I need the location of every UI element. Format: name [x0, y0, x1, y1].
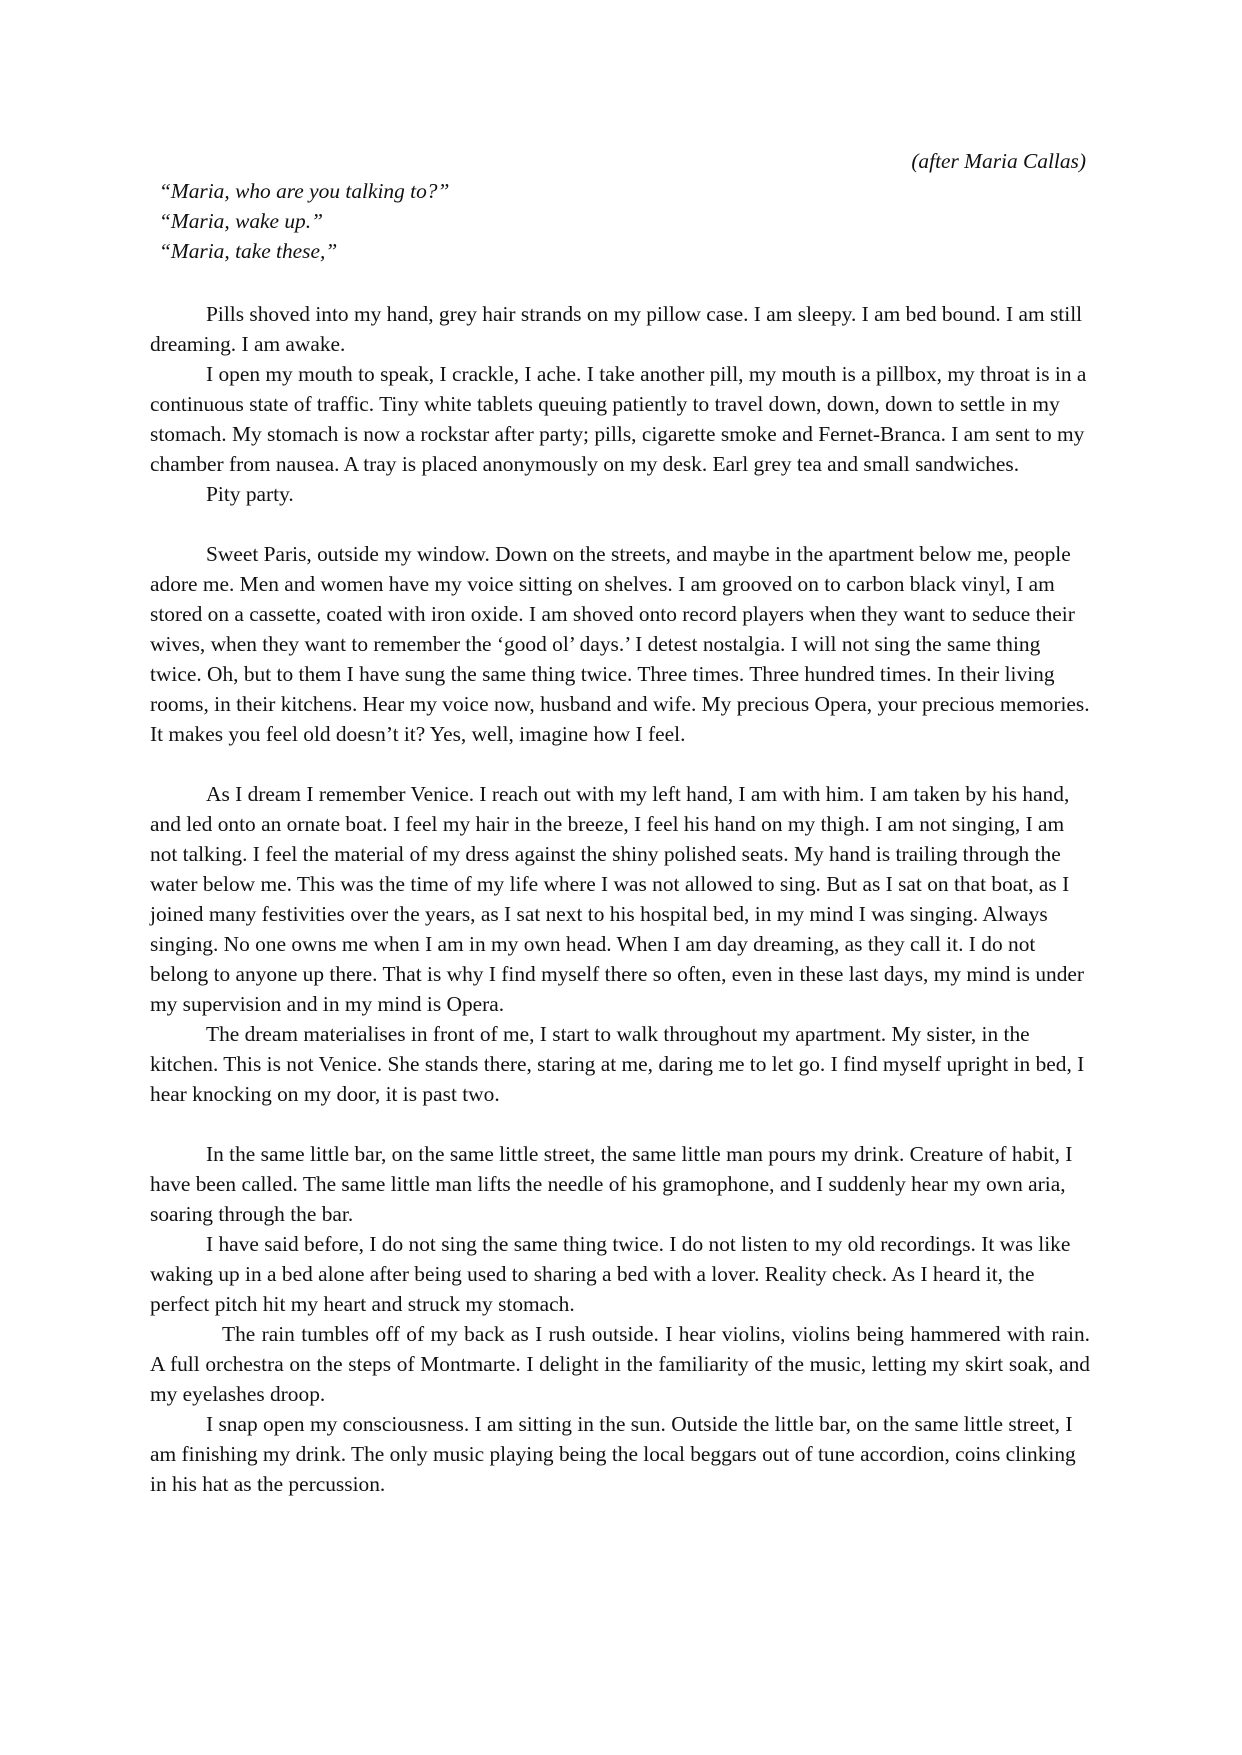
body-text	[150, 299, 1090, 1499]
paragraph: The rain tumbles off of my back as I rush outside. I hear violins, violins being hammered with rain. A full orchestra on the steps of Montmarte. I delight in the familiarity of the music, letting my skirt soak, and my eyelashes droop.	[150, 1322, 1090, 1406]
paragraph: The dream materialises in front of me, I start to walk throughout my apartment. My sister, in the kitchen. This is not Venice. She stands there, staring at me, daring me to let go. I find myself upright in bed, I hear knocking on my door, it is past two.	[150, 1022, 1085, 1106]
paragraph: I snap open my consciousness. I am sitting in the sun. Outside the little bar, on the same little street, I am finishing my drink. The only music playing being the local beggars out of tune accordion, coins clinking in his hat as the percussion.	[150, 1412, 1076, 1496]
paragraph: In the same little bar, on the same little street, the same little man pours my drink. Creature of habit, I have been called. The same little man lifts the needle of his gramophone, and I suddenly hear my own aria, soaring through the bar.	[150, 1142, 1073, 1226]
paragraph: Pills shoved into my hand, grey hair strands on my pillow case. I am sleepy. I am bed bound. I am still dreaming. I am awake.	[150, 302, 1083, 356]
paragraph: Pity party.	[206, 482, 294, 506]
paragraph: Sweet Paris, outside my window. Down on the streets, and maybe in the apartment below me, people adore me. Men and women have my voice sitting on shelves. I am grooved on to carbon black vinyl, I am stored on a cassette, coated with iron oxide. I am shoved onto record players when they want to seduce their wives, when they want to remember the ‘good ol’ days.’ I detest nostalgia. I will not sing the same thing twice. Oh, but to them I have sung the same thing twice. Three times. Three hundred times. In their living rooms, in their kitchens. Hear my voice now, husband and wife. My precious Opera, your precious memories. It makes you feel old doesn’t it? Yes, well, imagine how I feel.	[150, 542, 1090, 746]
quote-line: “Maria, who are you talking to?”	[159, 179, 450, 203]
quote-line: “Maria, wake up.”	[159, 209, 324, 233]
paragraph: I open my mouth to speak, I crackle, I ache. I take another pill, my mouth is a pillbox, my throat is in a continuous state of traffic. Tiny white tablets queuing patiently to travel down, down, down to settle in my stomach. My stomach is now a rockstar after party; pills, cigarette smoke and Fernet-Branca. I am sent to my chamber from nausea. A tray is placed anonymously on my desk. Earl grey tea and small sandwiches.	[150, 362, 1087, 476]
epigraph: (after Maria Callas)	[911, 149, 1086, 173]
paragraph: I have said before, I do not sing the same thing twice. I do not listen to my old recordings. It was like waking up in a bed alone after being used to sharing a bed with a lover. Reality check. As I heard it, the perfect pitch hit my heart and struck my stomach.	[150, 1232, 1071, 1316]
opening-quotes	[159, 176, 449, 266]
paragraph: As I dream I remember Venice. I reach out with my left hand, I am with him. I am taken by his hand, and led onto an ornate boat. I feel my hair in the breeze, I feel his hand on my thigh. I am not singing, I am not talking. I feel the material of my dress against the shiny polished seats. My hand is trailing through the water below me. This was the time of my life where I was not allowed to sing. But as I sat on that boat, as I joined many festivities over the years, as I sat next to his hospital bed, in my mind I was singing. Always singing. No one owns me when I am in my own head. When I am day dreaming, as they call it. I do not belong to anyone up there. That is why I find myself there so often, even in these last days, my mind is under my supervision and in my mind is Opera.	[150, 782, 1085, 1016]
quote-line: “Maria, take these,”	[159, 239, 338, 263]
